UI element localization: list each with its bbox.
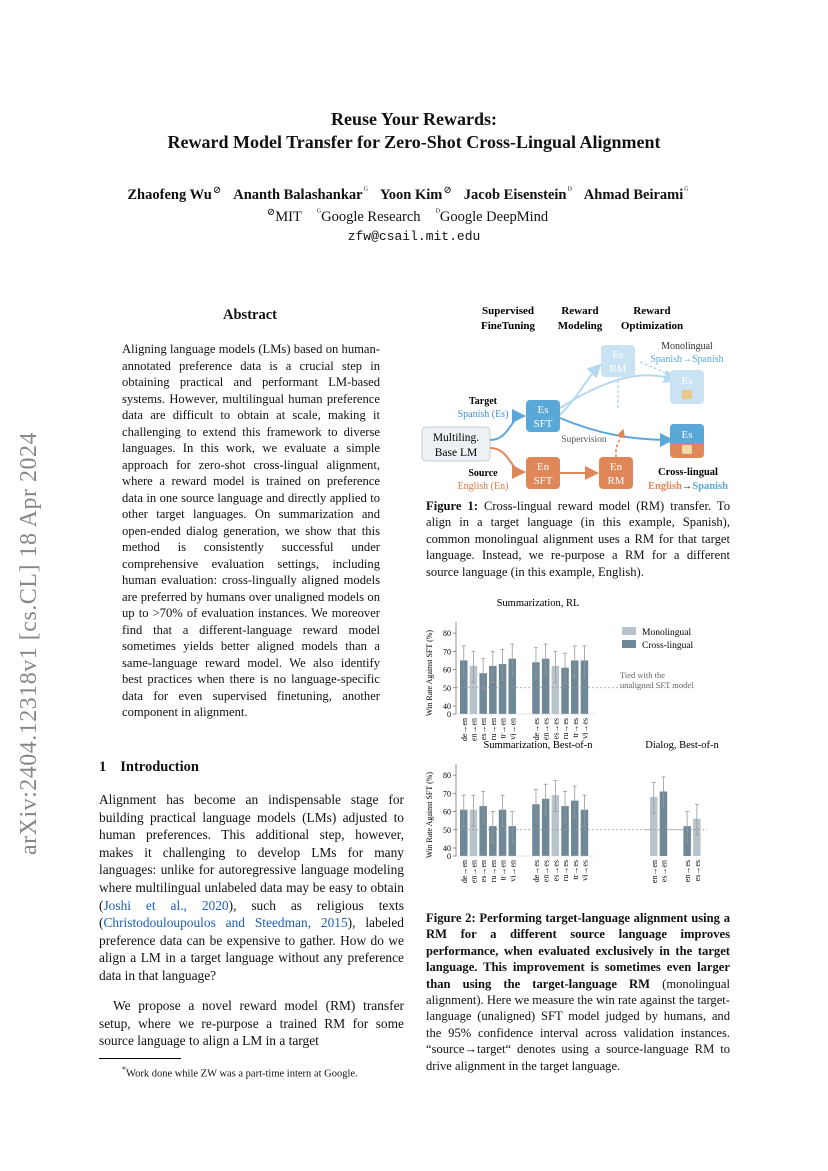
y-axis-label: Win Rate Against SFT (%) [425, 771, 434, 859]
x-tick-label: de→en [459, 718, 469, 742]
y-tick-label: 0 [447, 852, 451, 861]
target-label: Target [469, 396, 497, 407]
es-rm-line1: Es [612, 349, 624, 361]
x-tick-label: es→es [692, 860, 702, 882]
en-sft-line1: En [536, 461, 550, 473]
abstract-heading: Abstract [223, 307, 277, 323]
x-tick-label: vi→es [580, 718, 590, 739]
tied-label-line2: unaligned SFT model [620, 680, 694, 690]
y-tick-label: 60 [443, 807, 451, 817]
x-tick-label: de→en [459, 860, 469, 884]
abstract-body: Aligning language models (LMs) based on human-annotated preference data is a crucial step in obtaining practical and performant LM-based systems. However, multilingual human preference data are difficult to obtain at scale, making it challenging to extend this framework to diverse languages. In this work, we evaluate a simple approach for zero-shot cross-lingual alignment, where a reward model is trained on preference data in one source language and directly applied to other target languages. On summarization and open-ended dialog generation, we show that this method is consistently successful under comprehensive evaluation settings, including human evaluation: cross-lingually aligned models are preferred by humans over unaligned models on up to >70% of evaluation instances. We moreover find that a different-language reward model sometimes yields better aligned models than a same-language reward model. We also identify best practices when there is no language-specific data for even supervised finetuning, another component in alignment. [122, 342, 380, 719]
author-list [0, 185, 828, 204]
x-tick-label: es→es [551, 860, 561, 882]
es-rm-line2: RM [609, 363, 627, 375]
text-run: Alignment has become an indispensable stage for building practical language models (LMs) adjusted to human preferences. This additional step, however, makes it challenging to develop LMs for many languages: unlike for autoregressive language modeling where multilingual unlabeled data may be easy to obtain ( [99, 792, 404, 913]
en-rm-line1: En [609, 461, 623, 473]
x-tick-label: tr→en [498, 860, 508, 881]
affiliation-mark: ⊘ [443, 185, 452, 196]
arxiv-identifier: arXiv:2404.12318v1 [cs.CL] 18 Apr 2024 [16, 432, 42, 855]
stage-ro-line1: Reward [633, 305, 671, 317]
supervision-label: Supervision [561, 435, 607, 445]
stage-ro-line2: Optimization [620, 320, 684, 332]
y-tick-label: 50 [443, 825, 451, 835]
figure-1-diagram [420, 300, 740, 495]
caption-text: Cross-lingual reward model (RM) transfer. To align in a target language (in this example, Spanish), common monolingual alignment uses a RM for that target language. Instead, we re-purpose a RM for a different source language (in this example, English). [426, 499, 730, 579]
source-label: Source [468, 468, 498, 479]
affiliation-mark: ᴰ [567, 185, 572, 196]
es-sft-line2: SFT [533, 418, 553, 430]
x-tick-label: ru→en [488, 718, 498, 741]
affiliation: $^ᴳ$Google Research [316, 207, 421, 225]
en-rm-line2: RM [607, 475, 625, 487]
affiliation-mark: ᴰ [435, 207, 440, 218]
y-tick-label: 40 [443, 844, 451, 853]
target-lang: Spanish (Es) [457, 409, 509, 420]
x-tick-label: es→es [551, 718, 561, 740]
caption-text: (monolingual alignment). Here we measure the win rate against the target-language (unaligned) SFT model judged by humans, and the 95% confidence interval across validation instances. “source→target“ denotes using a source-language RM to drive alignment in the target language. [426, 976, 730, 1073]
stage-sft-line1: Supervised [482, 305, 534, 317]
y-axis-label: Win Rate Against SFT (%) [425, 629, 434, 717]
citation-link-christodouloupoulos[interactable]: Christodouloupoulos and Steedman, 2015 [103, 915, 348, 931]
mono-pair: Spanish→Spanish [650, 354, 724, 365]
mono-output-label: Es [681, 375, 693, 387]
figure-2-chart [420, 594, 740, 906]
affiliation-mark: ⊘ [266, 207, 276, 218]
y-tick-label: 80 [443, 629, 451, 639]
tied-label-line1: Tied with the [620, 670, 666, 680]
footnote: *Work done while ZW was a part-time intern at Google. [122, 1065, 358, 1080]
robot-face-icon [682, 390, 692, 399]
text-run: ), such as religious texts ( [99, 897, 404, 931]
section-heading-introduction [99, 759, 199, 776]
es-sft-line1: Es [537, 404, 549, 416]
legend-cross-lingual: Cross-lingual [642, 641, 694, 651]
cross-pair [648, 481, 728, 492]
x-tick-label: de→es [531, 860, 541, 883]
title-line-2: Reward Model Transfer for Zero-Shot Cross-Lingual Alignment [167, 132, 661, 152]
y-tick-label: 80 [443, 771, 451, 781]
footnote-divider [99, 1058, 181, 1059]
affiliation-mark: ᴳ [684, 185, 689, 196]
y-tick-label: 40 [443, 702, 451, 711]
x-tick-label: vi→en [508, 718, 518, 740]
caption-label: Figure 1: [426, 499, 478, 513]
affiliation-mark: ⊘ [212, 185, 222, 196]
cross-output-label: Es [681, 429, 693, 441]
x-tick-label: tr→en [498, 718, 508, 739]
intro-paragraph-2: We propose a novel reward model (RM) transfer setup, where we re-purpose a trained RM for some source language to align a LM in a target [99, 998, 404, 1049]
y-tick-label: 70 [443, 647, 451, 657]
contact-email: zfw@csail.mit.edu [347, 229, 481, 244]
stage-sft-line2: FineTuning [480, 320, 536, 332]
y-tick-label: 60 [443, 665, 451, 675]
author-name: Zhaofeng Wu⊘ [127, 185, 222, 203]
y-tick-label: 50 [443, 683, 451, 693]
x-tick-label: en→en [469, 860, 479, 884]
x-tick-label: en→es [541, 718, 551, 741]
y-tick-label: 0 [447, 710, 451, 719]
x-tick-label: vi→es [580, 860, 590, 881]
x-tick-label: en→en [469, 718, 479, 742]
affiliation: $^ᴰ$Google DeepMind [435, 207, 549, 225]
base-lm-line2: Base LM [434, 447, 478, 459]
x-tick-label: tr→es [570, 718, 580, 738]
cross-pair-source: English [648, 481, 682, 492]
x-tick-label: ru→es [561, 860, 571, 882]
author-name: Yoon Kim⊘ [379, 185, 452, 203]
x-tick-label: es→en [479, 718, 489, 741]
chart-title: Summarization, RL [496, 598, 580, 609]
figure-2-caption [426, 910, 730, 1074]
author-name: Jacob Eisenstein$^ᴰ$ [463, 185, 572, 203]
x-tick-label: vi→en [508, 860, 518, 882]
en-sft-line2: SFT [533, 475, 553, 487]
cross-label: Cross-lingual [658, 467, 718, 478]
section-number: 1 [99, 759, 107, 775]
base-lm-line1: Multiling. [432, 432, 480, 444]
x-tick-label: de→es [531, 718, 541, 741]
stage-rm-line1: Reward [561, 305, 599, 317]
x-tick-label: en→es [683, 860, 693, 883]
author-name: Ananth Balashankar$^ᴳ$ [233, 185, 368, 203]
intro-paragraph-1 [99, 791, 404, 985]
legend-swatch-monolingual [622, 627, 636, 635]
x-tick-label: ru→es [561, 718, 571, 740]
chart-title: Dialog, Best-of-n [645, 740, 719, 751]
caption-label: Figure 2: [426, 911, 476, 925]
affiliation-mark: ᴳ [363, 185, 368, 196]
figure-1-caption [426, 498, 730, 580]
y-tick-label: 70 [443, 789, 451, 799]
text-run: ), labeled preference data can be expensive to gather. How do we align a LM in a target language without any preference data in that language? [99, 915, 404, 983]
legend-monolingual: Monolingual [642, 628, 692, 638]
cross-pair-arrow: → [681, 481, 693, 492]
affiliation-mark: ᴳ [316, 207, 322, 218]
x-tick-label: tr→es [570, 860, 580, 880]
arrow-en-rm-supervision [616, 430, 623, 457]
x-tick-label: es→en [479, 860, 489, 883]
x-tick-label: en→es [541, 860, 551, 883]
footnote-text: Work done while ZW was a part-time intern at Google. [126, 1068, 358, 1080]
x-tick-label: en→en [649, 860, 659, 884]
paper-title [0, 108, 828, 154]
chart-title: Summarization, Best-of-n [483, 740, 593, 751]
title-line-1: Reuse Your Rewards: [331, 109, 497, 129]
mono-label: Monolingual [661, 341, 713, 352]
x-tick-label: es→en [659, 860, 669, 883]
x-tick-label: ru→en [488, 860, 498, 883]
caption-bold-text: Performing target-language alignment using a RM for a different source language improves performance, when evaluated exclusively in the target language. This improvement is sometimes even larger than using the target-language RM [426, 911, 730, 991]
author-name: Ahmad Beirami$^ᴳ$ [583, 185, 689, 203]
section-title: Introduction [120, 759, 199, 775]
legend-swatch-cross-lingual [622, 640, 636, 648]
affiliation-list [0, 207, 828, 226]
affiliation: ⊘MIT [266, 207, 302, 225]
chart-legend [620, 627, 694, 690]
cross-pair-target: Spanish [692, 481, 728, 492]
stage-rm-line2: Modeling [557, 320, 603, 332]
source-lang: English (En) [457, 481, 509, 492]
robot-face-icon [682, 445, 692, 454]
citation-link-joshi[interactable]: Joshi et al., 2020 [103, 897, 229, 913]
